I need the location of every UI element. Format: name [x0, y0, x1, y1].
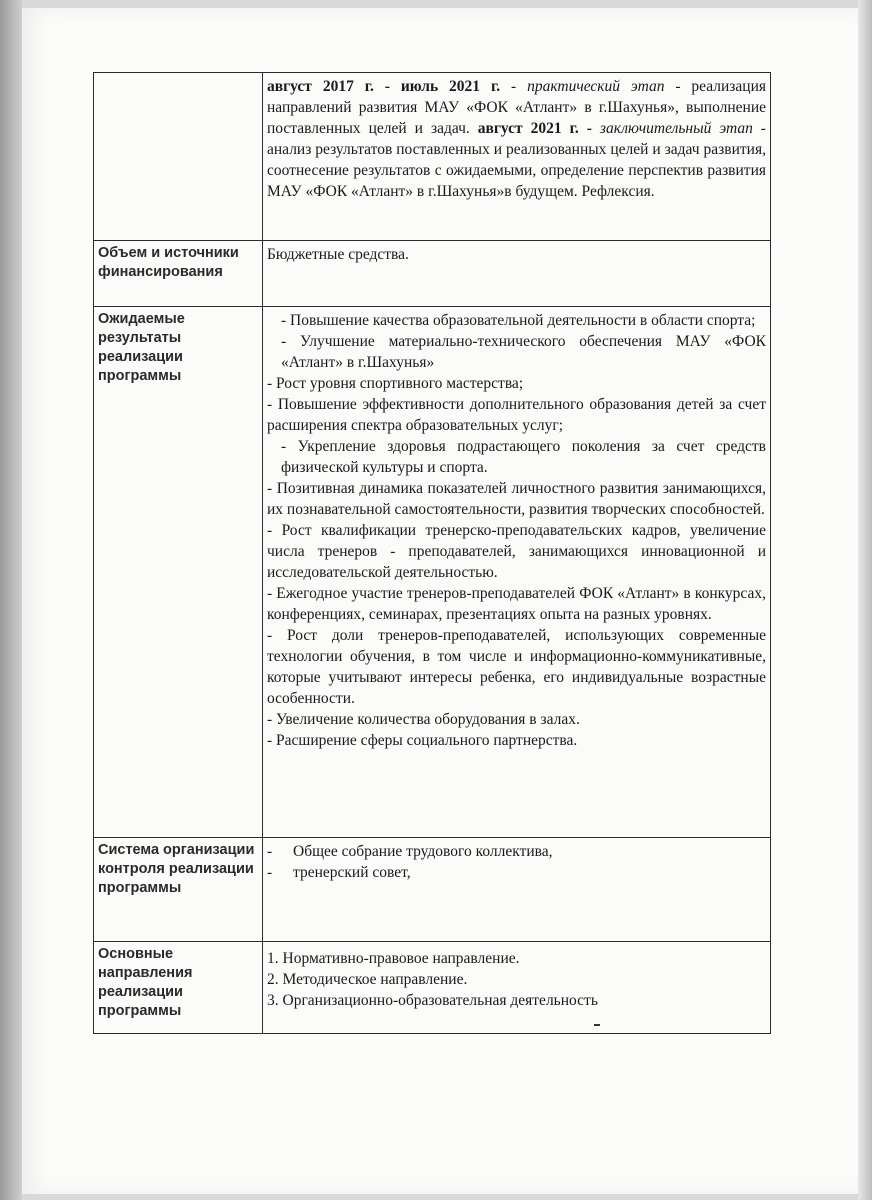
stage-sep: - [500, 78, 528, 95]
funding-label: Объем и источники финансирования [94, 241, 263, 307]
stage-date: август 2021 г. - [477, 120, 592, 137]
table-row [94, 73, 771, 241]
list-item-text: Общее собрание трудового коллектива, [293, 843, 553, 860]
stage-name: практический этап [527, 78, 665, 95]
stage-date: август 2017 г. - июль 2021 г. [267, 78, 501, 95]
program-passport-table [93, 72, 771, 1034]
scan-shadow-left [0, 0, 22, 1200]
list-item [267, 841, 766, 862]
control-cell [263, 838, 771, 942]
list-item-text: тренерский совет, [293, 864, 411, 881]
results-cell [263, 307, 771, 838]
list-item: 2. Методическое направление. [267, 971, 468, 988]
list-item: - Позитивная динамика показателей личностного развития занимающихся, их познавательной самостоятельности, развития творческих способностей. [267, 480, 766, 518]
list-item: - Рост доли тренеров-преподавателей, использующих современные технологии обучения, в том числе и информационно-коммуникативные, которые учитывают интересы ребенка, его индивидуальные возрастные особенности. [267, 627, 766, 707]
list-item: - Увеличение количества оборудования в залах. [267, 711, 580, 728]
control-label: Система организации контроля реализации программы [94, 838, 263, 942]
list-item: - Улучшение материально-технического обеспечения МАУ «ФОК «Атлант» в г.Шахунья» [281, 333, 766, 371]
row-label-empty [94, 73, 263, 241]
list-item [267, 862, 766, 883]
table-row [94, 307, 771, 838]
dash-marker: - [267, 864, 273, 881]
table-row [94, 838, 771, 942]
list-item: 3. Организационно-образовательная деятельность [267, 992, 598, 1009]
stages-cell [263, 73, 771, 241]
table-row [94, 942, 771, 1034]
directions-label: Основные направления реализации программы [94, 942, 263, 1034]
list-item: - Расширение сферы социального партнерства. [267, 732, 578, 749]
list-item: - Укрепление здоровья подрастающего поколения за счет средств физической культуры и спорта. [281, 438, 766, 476]
scan-edge-right [858, 0, 872, 1200]
list-item: 1. Нормативно-правовое направление. [267, 950, 520, 967]
dash-marker: - [267, 843, 273, 860]
stage-text: - анализ результатов поставленных и реализованных целей и задач развития, соотнесение результатов с ожидаемыми, определение перспектив развития МАУ «ФОК «Атлант» в г.Шахунья»в будущем. Рефлексия. [267, 120, 766, 200]
list-item: - Рост уровня спортивного мастерства; [267, 375, 524, 392]
list-item: - Повышение качества образовательной деятельности в области спорта; [281, 312, 756, 329]
funding-text: Бюджетные средства. [263, 241, 771, 307]
table-row [94, 241, 771, 307]
scan-speck [594, 1024, 600, 1026]
directions-cell [263, 942, 771, 1034]
results-label: Ожидаемые результаты реализации программы [94, 307, 263, 838]
stage-name: заключительный этап [591, 120, 753, 137]
list-item: - Рост квалификации тренерско-преподавательских кадров, увеличение числа тренеров - преподавателей, занимающихся инновационной и исследовательской деятельностью. [267, 522, 766, 581]
list-item: - Повышение эффективности дополнительного образования детей за счет расширения спектра образовательных услуг; [267, 396, 766, 434]
list-item: - Ежегодное участие тренеров-преподавателей ФОК «Атлант» в конкурсах, конференциях, семинарах, презентациях опыта на разных уровнях. [267, 585, 766, 623]
stage-text: - реализация направлений развития МАУ «ФОК «Атлант» в г.Шахунья», выполнение поставленных целей и задач. [267, 78, 767, 137]
